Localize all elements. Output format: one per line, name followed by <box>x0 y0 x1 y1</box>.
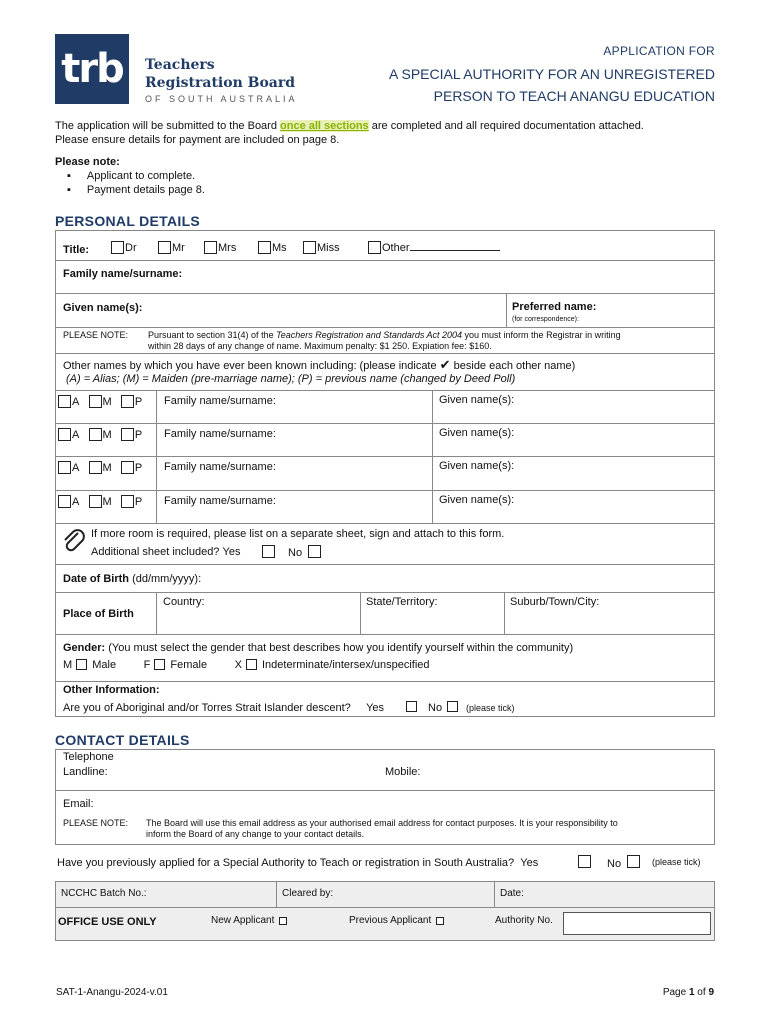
gender-x-checkbox[interactable] <box>246 659 257 670</box>
other-given-name-field[interactable]: Given name(s): <box>439 427 515 439</box>
additional-sheet-no-checkbox[interactable] <box>308 545 321 558</box>
gender-female-checkbox[interactable] <box>154 659 165 670</box>
checkbox[interactable] <box>89 395 102 408</box>
atsi-question: Are you of Aboriginal and/or Torres Strait Islander descent? Yes <box>63 702 385 714</box>
additional-sheet-no-label: No <box>288 547 303 559</box>
name-change-penalty: within 28 days of any change of name. Maximum penalty: $1 250. Expiation fee: $160. <box>148 341 492 351</box>
checkbox[interactable] <box>111 241 124 254</box>
form-title: A SPECIAL AUTHORITY FOR AN UNREGISTERED PERSON TO TEACH ANANGU EDUCATION <box>389 66 715 104</box>
other-given-name-field[interactable]: Given name(s): <box>439 494 515 506</box>
state-field[interactable]: State/Territory: <box>366 596 438 608</box>
cleared-by-field: Cleared by: <box>282 888 334 899</box>
gender-male-checkbox[interactable] <box>76 659 87 670</box>
previous-application-no-label: No <box>607 858 622 870</box>
gender-instruction: Gender: (You must select the gender that best describes how you identify yourself within the community) <box>63 642 574 654</box>
preferred-name-hint: (for correspondence): <box>512 316 579 323</box>
form-code: SAT-1-Anangu-2024-v.01 <box>56 987 168 998</box>
office-use-only-label: OFFICE USE ONLY <box>58 916 157 928</box>
name-row-type-options[interactable]: A M P <box>58 428 142 441</box>
tick-icon: ✔ <box>439 357 451 372</box>
name-row-type-options[interactable]: A M P <box>58 495 142 508</box>
form-type: APPLICATION FOR <box>603 44 715 58</box>
previous-application-no-checkbox[interactable] <box>627 855 640 868</box>
logo-subtitle: OF SOUTH AUSTRALIA <box>145 94 298 104</box>
trb-logo: trb <box>55 34 129 104</box>
other-title-input[interactable] <box>410 241 500 251</box>
family-name-field[interactable]: Family name/surname: <box>63 268 183 280</box>
name-change-note-label: PLEASE NOTE: <box>63 330 129 340</box>
checkbox[interactable] <box>121 495 134 508</box>
logo-name: Teachers Registration Board <box>145 57 296 91</box>
country-field[interactable]: Country: <box>163 596 205 608</box>
page-number: Page 1 of 9 <box>662 987 714 998</box>
checkbox[interactable] <box>204 241 217 254</box>
place-of-birth-label: Place of Birth <box>63 608 134 620</box>
title-option-mrs[interactable]: Mrs <box>204 241 236 254</box>
previous-application-yes-checkbox[interactable] <box>578 855 591 868</box>
checkbox <box>279 917 287 925</box>
contact-details-heading: CONTACT DETAILS <box>55 732 190 748</box>
previous-application-question: Have you previously applied for a Special Authority to Teach or registration in South Australia? Yes <box>57 857 539 869</box>
checkbox[interactable] <box>58 461 71 474</box>
previous-applicant-option: Previous Applicant <box>349 915 446 926</box>
given-names-field[interactable]: Given name(s): <box>63 302 143 314</box>
checkbox[interactable] <box>258 241 271 254</box>
checkbox[interactable] <box>121 428 134 441</box>
title-label: Title: <box>63 244 90 256</box>
new-applicant-option: New Applicant <box>211 915 289 926</box>
email-note-label: PLEASE NOTE: <box>63 818 129 828</box>
name-row-type-options[interactable]: A M P <box>58 461 142 474</box>
title-option-miss[interactable]: Miss <box>303 241 340 254</box>
other-names-instruction: Other names by which you have ever been known including: (please indicate ✔ beside each other name) <box>63 357 576 372</box>
title-option-other[interactable]: Other <box>368 241 500 254</box>
date-field: Date: <box>500 888 524 899</box>
preferred-name-field[interactable]: Preferred name: <box>512 301 597 313</box>
checkbox[interactable] <box>89 495 102 508</box>
email-field[interactable]: Email: <box>63 798 94 810</box>
note-item: ▪ Applicant to complete. <box>67 169 205 183</box>
other-given-name-field[interactable]: Given name(s): <box>439 394 515 406</box>
other-family-name-field[interactable]: Family name/surname: <box>164 428 276 440</box>
other-family-name-field[interactable]: Family name/surname: <box>164 495 276 507</box>
other-given-name-field[interactable]: Given name(s): <box>439 460 515 472</box>
landline-field[interactable]: Landline: <box>63 766 108 778</box>
ncchc-batch-field: NCCHC Batch No.: <box>61 888 147 899</box>
personal-details-heading: PERSONAL DETAILS <box>55 213 201 229</box>
please-note: Please note: ▪ Applicant to complete. ▪ Payment details page 8. <box>55 155 205 197</box>
authority-no-label: Authority No. <box>495 915 553 926</box>
checkbox[interactable] <box>58 395 71 408</box>
date-of-birth-field[interactable]: Date of Birth (dd/mm/yyyy): <box>63 573 202 585</box>
telephone-label: Telephone <box>63 751 114 763</box>
additional-sheet-yes-checkbox[interactable] <box>262 545 275 558</box>
checkbox[interactable] <box>58 495 71 508</box>
email-note-line2: inform the Board of any change to your contact details. <box>146 829 365 839</box>
checkbox <box>436 917 444 925</box>
atsi-no-label: No <box>428 702 443 714</box>
checkbox[interactable] <box>89 461 102 474</box>
checkbox[interactable] <box>58 428 71 441</box>
mobile-field[interactable]: Mobile: <box>385 766 421 778</box>
gender-options[interactable]: M Male F Female X Indeterminate/intersex/unspecified <box>63 659 430 671</box>
name-change-note: Pursuant to section 31(4) of the Teachers Registration and Standards Act 2004 you must inform the Registrar in writing <box>148 330 621 340</box>
checkbox[interactable] <box>121 461 134 474</box>
paperclip-icon <box>62 529 86 555</box>
other-family-name-field[interactable]: Family name/surname: <box>164 395 276 407</box>
note-item: ▪ Payment details page 8. <box>67 183 205 197</box>
atsi-please-tick: (please tick) <box>466 703 515 713</box>
authority-no-input <box>563 912 711 935</box>
atsi-no-checkbox[interactable] <box>447 701 458 712</box>
additional-sheet-question: Additional sheet included? Yes <box>91 546 241 558</box>
name-row-type-options[interactable]: A M P <box>58 395 142 408</box>
checkbox[interactable] <box>89 428 102 441</box>
checkbox[interactable] <box>158 241 171 254</box>
other-names-legend: (A) = Alias; (M) = Maiden (pre-marriage name); (P) = previous name (changed by Deed Poll) <box>66 373 516 385</box>
intro-text: The application will be submitted to the Board once all sections are completed and all required documentation attached. Please ensure details for payment are included on page 8. <box>55 120 644 146</box>
more-room-instruction: If more room is required, please list on a separate sheet, sign and attach to this form. <box>91 528 505 540</box>
title-option-mr[interactable]: Mr <box>158 241 185 254</box>
checkbox[interactable] <box>368 241 381 254</box>
suburb-field[interactable]: Suburb/Town/City: <box>510 596 600 608</box>
email-note: The Board will use this email address as your authorised email address for contact purposes. It is your responsibility to <box>146 818 618 828</box>
other-family-name-field[interactable]: Family name/surname: <box>164 461 276 473</box>
title-option-dr[interactable]: Dr <box>111 241 137 254</box>
previous-application-please-tick: (please tick) <box>652 857 701 867</box>
atsi-yes-checkbox[interactable] <box>406 701 417 712</box>
other-information-label: Other Information: <box>63 684 160 696</box>
checkbox[interactable] <box>303 241 316 254</box>
title-option-ms[interactable]: Ms <box>258 241 287 254</box>
checkbox[interactable] <box>121 395 134 408</box>
